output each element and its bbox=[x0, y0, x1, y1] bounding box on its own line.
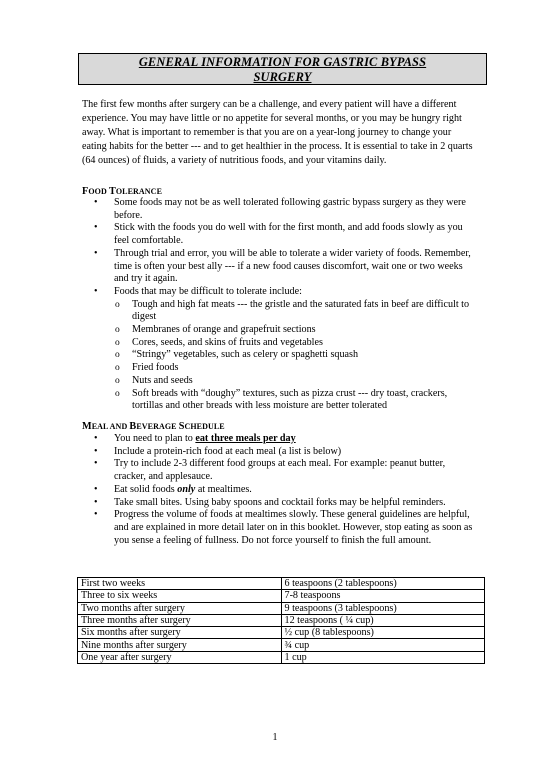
list-item: • Through trial and error, you will be able to tolerate a wider variety of foods. Remember, time is often your best ally --- if a new food causes discomfort, wait one or two weeks and try it again. bbox=[82, 248, 478, 286]
sublist-item: o Cores, seeds, and skins of fruits and vegetables bbox=[114, 337, 478, 350]
table-cell-amount: 1 cup bbox=[281, 651, 485, 663]
heading-smallcaps: OLERANCE bbox=[115, 187, 162, 196]
table-cell-amount: 7-8 teaspoons bbox=[281, 590, 485, 602]
heading-initial: M bbox=[82, 421, 92, 432]
portion-schedule-table bbox=[77, 577, 485, 664]
table-row bbox=[78, 614, 485, 626]
list-item: • Take small bites. Using baby spoons and cocktail forks may be helpful reminders. bbox=[82, 497, 478, 510]
list-item: • Try to include 2-3 different food groups at each meal. For example: peanut butter, cracker, and applesauce. bbox=[82, 458, 478, 483]
table-cell-period: Six months after surgery bbox=[78, 627, 282, 639]
table-cell-amount: 6 teaspoons (2 tablespoons) bbox=[281, 578, 485, 590]
emphasis-text: only bbox=[177, 483, 196, 495]
sublist-item: o “Stringy” vegetables, such as celery or spaghetti squash bbox=[114, 349, 478, 362]
title-line-2: SURGERY bbox=[253, 70, 312, 84]
list-item-text: at mealtimes. bbox=[195, 483, 252, 495]
table-cell-amount: ¾ cup bbox=[281, 639, 485, 651]
heading-initial: F bbox=[82, 186, 89, 197]
heading-initial: S bbox=[178, 421, 185, 432]
list-item bbox=[82, 433, 478, 446]
emphasis-text: eat three meals per day bbox=[195, 433, 296, 444]
heading-initial: B bbox=[129, 421, 137, 432]
meal-schedule-list bbox=[82, 433, 478, 547]
sublist-item: o Soft breads with “doughy” textures, such as pizza crust --- dry toast, crackers, tortillas and other breads with less moisture are better tolerated bbox=[114, 388, 478, 413]
heading-smallcaps: EVERAGE bbox=[136, 422, 179, 431]
list-item: • Progress the volume of foods at mealtimes slowly. These general guidelines are helpful, and are explained in more detail later on in this booklet. However, stop eating as soon as you sense a feeling of fullness. Do not force yourself to finish the full amount. bbox=[82, 509, 478, 547]
table-cell-period: Three to six weeks bbox=[78, 590, 282, 602]
food-tolerance-list bbox=[82, 197, 478, 413]
page-title bbox=[78, 53, 487, 85]
list-item-text: Eat solid foods bbox=[114, 483, 178, 495]
sublist-item: o Membranes of orange and grapefruit sections bbox=[114, 324, 478, 337]
list-item-text: Foods that may be difficult to tolerate include: bbox=[114, 285, 302, 297]
heading-smallcaps: CHEDULE bbox=[184, 422, 225, 431]
table-row bbox=[78, 651, 485, 663]
table-row bbox=[78, 590, 485, 602]
table-row bbox=[78, 627, 485, 639]
heading-smallcaps: EAL AND bbox=[91, 422, 130, 431]
table-cell-period: First two weeks bbox=[78, 578, 282, 590]
list-item bbox=[82, 484, 478, 497]
title-line-1: GENERAL INFORMATION FOR GASTRIC BYPASS bbox=[138, 55, 427, 69]
intro-paragraph: The first few months after surgery can be a challenge, and every patient will have a different experience. You may have little or no appetite for several months, or you may be hungry right away. What is important to remember is that you are on a year-long journey to change your eating habits for the better --- and to get healthier in the process. It is essential to take in 2 quarts (64 ounces) of fluids, a variety of nutritious foods, and your vitamins daily. bbox=[82, 99, 473, 166]
heading-smallcaps: OOD bbox=[88, 187, 109, 196]
list-item: • Some foods may not be as well tolerated following gastric bypass surgery as they were before. bbox=[82, 197, 478, 222]
table-cell-amount: 12 teaspoons ( ¼ cup) bbox=[281, 614, 485, 626]
sublist-item: o Nuts and seeds bbox=[114, 375, 478, 388]
sublist-item: o Fried foods bbox=[114, 362, 478, 375]
list-item bbox=[82, 286, 478, 413]
table-cell-period: Two months after surgery bbox=[78, 602, 282, 614]
difficult-foods-sublist bbox=[114, 299, 478, 413]
table-row bbox=[78, 578, 485, 590]
heading-initial: T bbox=[108, 186, 116, 197]
list-item: • Stick with the foods you do well with for the first month, and add foods slowly as you feel comfortable. bbox=[82, 222, 478, 247]
sublist-item: o Tough and high fat meats --- the gristle and the saturated fats in beef are difficult to digest bbox=[114, 299, 478, 324]
table-cell-period: Nine months after surgery bbox=[78, 639, 282, 651]
page-number: 1 bbox=[272, 732, 278, 743]
table-cell-amount: 9 teaspoons (3 tablespoons) bbox=[281, 602, 485, 614]
table-row bbox=[78, 639, 485, 651]
table-cell-amount: ½ cup (8 tablespoons) bbox=[281, 627, 485, 639]
list-item: • Include a protein-rich food at each meal (a list is below) bbox=[82, 446, 478, 459]
table-cell-period: Three months after surgery bbox=[78, 614, 282, 626]
table-row bbox=[78, 602, 485, 614]
list-item-text: You need to plan to bbox=[114, 433, 196, 444]
table-cell-period: One year after surgery bbox=[78, 651, 282, 663]
section-heading-meal-schedule bbox=[82, 421, 225, 433]
